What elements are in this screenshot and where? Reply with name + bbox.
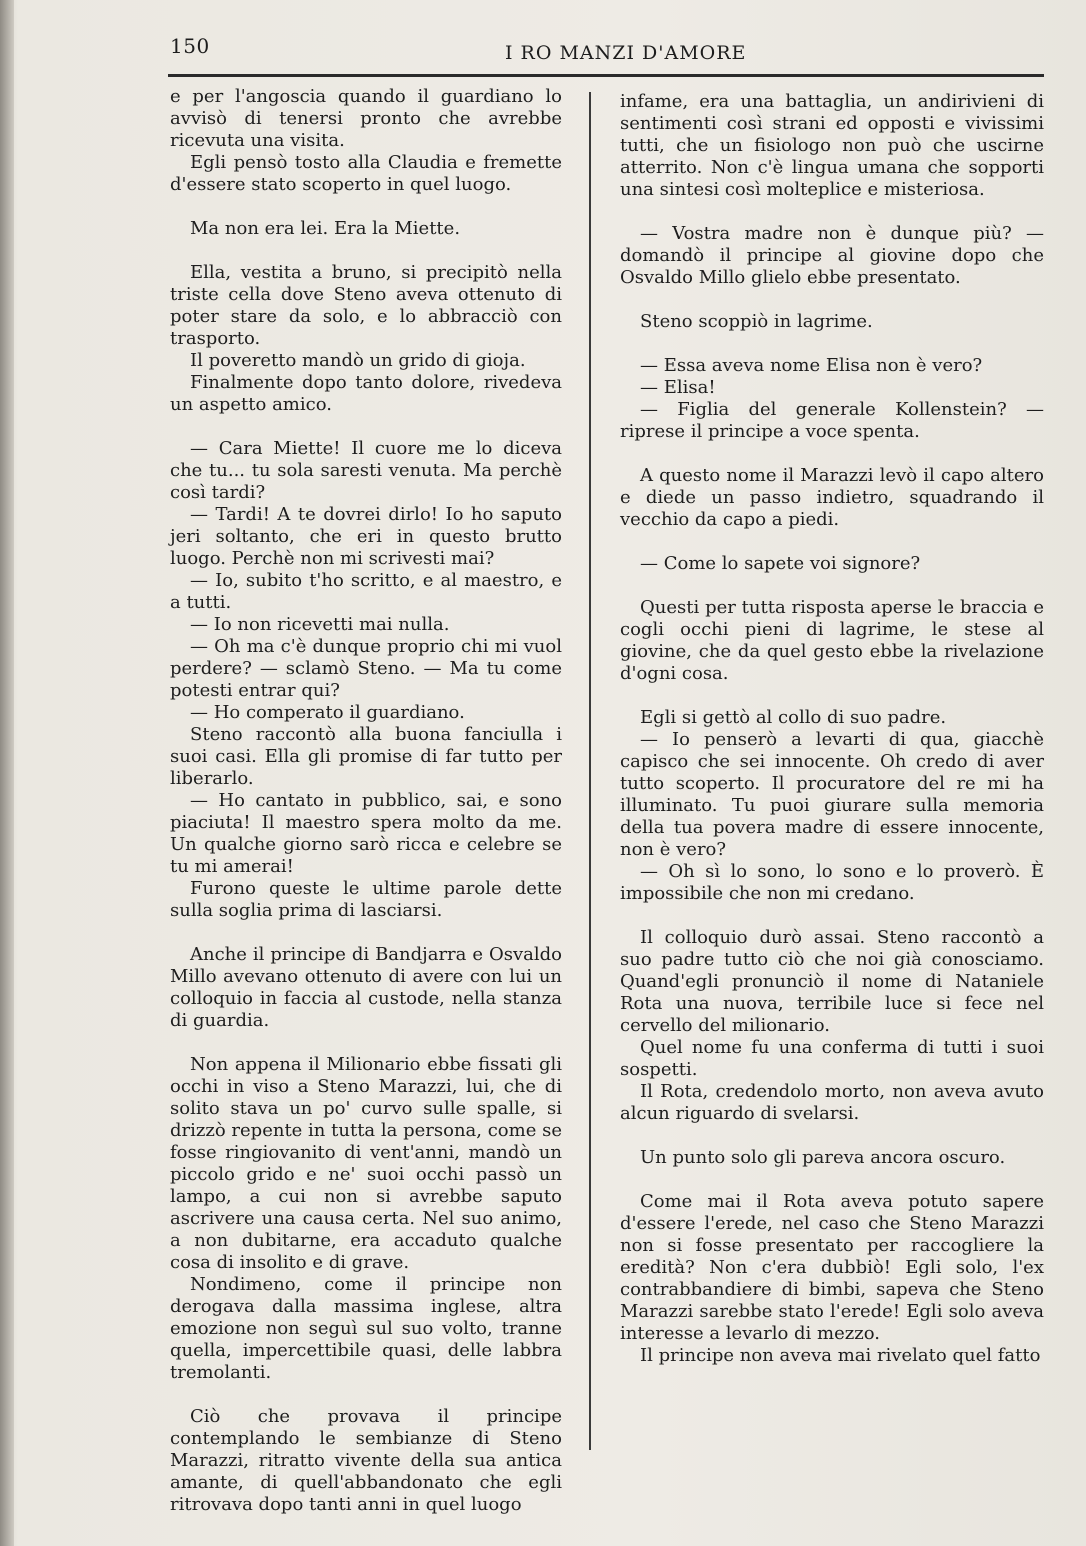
left-text-column (170, 86, 562, 1516)
paragraph: Ma non era lei. Era la Miette. (190, 218, 461, 239)
paragraph: Finalmente dopo tanto dolore, rivedeva un aspetto amico. (170, 372, 562, 415)
paragraph: Steno raccontò alla buona fanciulla i suoi casi. Ella gli promise di far tutto per liberarlo. (170, 724, 562, 789)
page-header (170, 34, 1045, 74)
paragraph: Non appena il Milionario ebbe fissati gli occhi in viso a Steno Marazzi, lui, che di solito stava un po' curvo sulle spalle, si drizzò repente in tutta la persona, come se fosse ringiovanito di vent'anni, mandò un piccolo grido e ne' suoi occhi passò un lampo, a cui non si avrebbe saputo ascrivere una causa certa. Nel suo animo, a non dubitarne, era accaduto qualche cosa di insolito e di grave. (170, 1054, 562, 1273)
paragraph: Questi per tutta risposta aperse le braccia e cogli occhi pieni di lagrime, le stese al giovine, che da quel gesto ebbe la rivelazione d'ogni cosa. (620, 597, 1044, 684)
paragraph: Nondimeno, come il principe non derogava dalla massima inglese, altra emozione non seguì sul suo volto, tranne quella, impercettibile quasi, delle labbra tremolanti. (170, 1274, 562, 1383)
paragraph: — Figlia del generale Kollenstein? — riprese il principe a voce spenta. (620, 399, 1044, 442)
header-rule (168, 74, 1044, 77)
paragraph: — Oh sì lo sono, lo sono e lo proverò. È impossibile che non mi credano. (620, 861, 1044, 904)
paragraph: Anche il principe di Bandjarra e Osvaldo Millo avevano ottenuto di avere con lui un colloquio in faccia al custode, nella stanza di guardia. (170, 944, 562, 1031)
paragraph: infame, era una battaglia, un andirivieni di sentimenti così strani ed opposti e vivissimi tutti, che un fisiologo non può che uscirne atterrito. Non c'è lingua umana che sopporti una sintesi così molteplice e misteriosa. (620, 91, 1044, 200)
paragraph: Quel nome fu una conferma di tutti i suoi sospetti. (620, 1037, 1044, 1080)
paragraph: Egli pensò tosto alla Claudia e fremette d'essere stato scoperto in quel luogo. (170, 152, 562, 195)
paragraph: — Oh ma c'è dunque proprio chi mi vuol perdere? — sclamò Steno. — Ma tu come potesti entrar qui? (170, 636, 562, 701)
paragraph: Come mai il Rota aveva potuto sapere d'essere l'erede, nel caso che Steno Marazzi non si fosse presentato per raccogliere la eredità? Non c'era dubbiò! Egli solo, l'ex contrabbandiere di bimbi, sapeva che Steno Marazzi sarebbe stato l'erede! Egli solo aveva interesse a levarlo di mezzo. (620, 1191, 1044, 1344)
paragraph: — Come lo sapete voi signore? (640, 553, 921, 574)
paragraph: Steno scoppiò in lagrime. (640, 311, 873, 332)
book-spine-shadow (0, 0, 14, 1546)
paragraph: — Io non ricevetti mai nulla. (190, 614, 450, 635)
paragraph: Il colloquio durò assai. Steno raccontò a suo padre tutto ciò che noi già conosciamo. Quand'egli pronunciò il nome di Nataniele Rota una nuova, terribile luce si fece nel cervello del milionario. (620, 927, 1044, 1036)
paragraph: — Vostra madre non è dunque più? — domandò il principe al giovine dopo che Osvaldo Millo glielo ebbe presentato. (620, 223, 1044, 288)
paragraph: — Cara Miette! Il cuore me lo diceva che tu... tu sola saresti venuta. Ma perchè così tardi? (170, 438, 562, 503)
paragraph: — Elisa! (640, 377, 716, 398)
paragraph: — Io penserò a levarti di qua, giacchè capisco che sei innocente. Oh credo di aver tutto scoperto. Il procuratore del re mi ha illuminato. Tu puoi giurare sulla memoria della tua povera madre di essere innocente, non è vero? (620, 729, 1044, 860)
page-number: 150 (170, 34, 210, 58)
paragraph: — Ho comperato il guardiano. (190, 702, 465, 723)
paragraph: Il Rota, credendolo morto, non aveva avuto alcun riguardo di svelarsi. (620, 1081, 1044, 1124)
paragraph: e per l'angoscia quando il guardiano lo avvisò di tenersi pronto che avrebbe ricevuta una visita. (170, 86, 562, 151)
paragraph: Ciò che provava il principe contemplando le sembianze di Steno Marazzi, ritratto vivente della sua antica amante, di quell'abbandonato che egli ritrovava dopo tanti anni in quel luogo (170, 1406, 562, 1515)
column-divider (589, 92, 591, 1450)
paragraph: Egli si gettò al collo di suo padre. (640, 707, 947, 728)
running-title: I RO MANZI D'AMORE (505, 42, 747, 64)
paragraph: — Essa aveva nome Elisa non è vero? (640, 355, 983, 376)
paragraph: A questo nome il Marazzi levò il capo altero e diede un passo indietro, squadrando il vecchio da capo a piedi. (620, 465, 1044, 530)
paragraph: Furono queste le ultime parole dette sulla soglia prima di lasciarsi. (170, 878, 562, 921)
paragraph: — Io, subito t'ho scritto, e al maestro, e a tutti. (170, 570, 562, 613)
right-text-column (620, 91, 1044, 1367)
paragraph: — Ho cantato in pubblico, sai, e sono piaciuta! Il maestro spera molto da me. Un qualche giorno sarò ricca e celebre se tu mi amerai! (170, 790, 562, 877)
paragraph: Ella, vestita a bruno, si precipitò nella triste cella dove Steno aveva ottenuto di poter stare da solo, e lo abbracciò con trasporto. (170, 262, 562, 349)
paragraph: — Tardi! A te dovrei dirlo! Io ho saputo jeri soltanto, che eri in questo brutto luogo. Perchè non mi scrivesti mai? (170, 504, 562, 569)
paragraph: Il principe non aveva mai rivelato quel fatto (640, 1345, 1041, 1366)
paragraph: Un punto solo gli pareva ancora oscuro. (640, 1147, 1006, 1168)
paragraph: Il poveretto mandò un grido di gioja. (190, 350, 526, 371)
